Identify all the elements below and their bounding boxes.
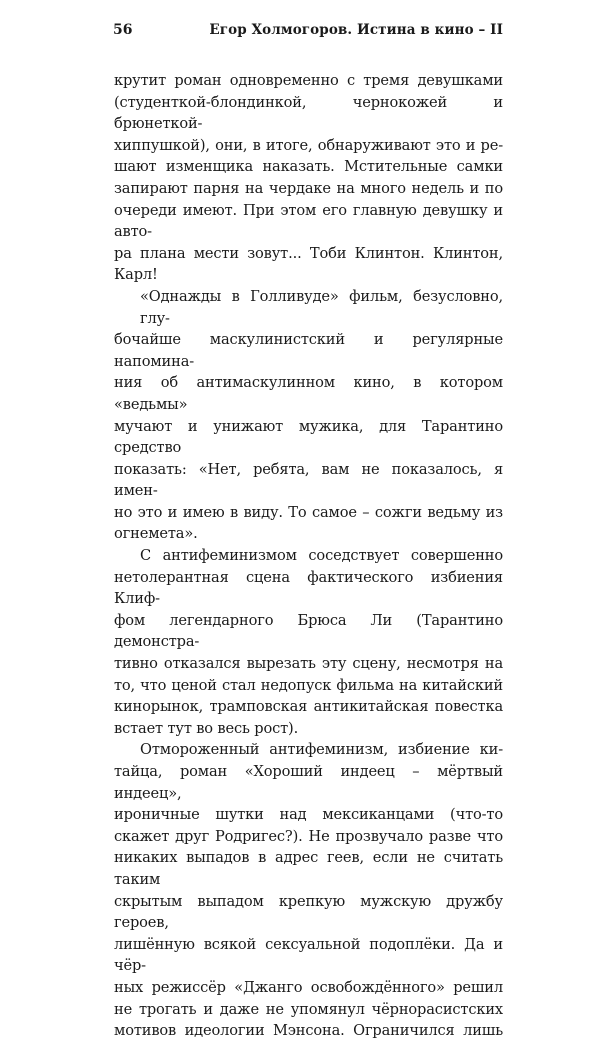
text-line: показать: «Нет, ребята, вам не показалось, я имен- (114, 460, 503, 500)
text-line: мотивов идеологии Мэнсона. Ограничился лишь (114, 1022, 503, 1040)
text-line: мучают и унижают мужика, для Тарантино средство (114, 417, 503, 457)
text-line: но это и имею в виду. То самое – сожги ведьму из (114, 503, 503, 521)
body-text (114, 70, 503, 1042)
page-number: 56 (113, 22, 133, 38)
text-line: не трогать и даже не упомянул чёрнорасистских (114, 1000, 503, 1018)
text-line: очереди имеют. При этом его главную девушку и авто- (114, 201, 503, 241)
text-line: ироничные шутки над мексиканцами (что-то (114, 806, 503, 824)
text-line: ния об антимаскулинном кино, в котором «ведьмы» (114, 374, 503, 413)
text-line: бочайше маскулинистский и регулярные напомина- (114, 331, 503, 370)
text-line: запирают парня на чердаке на много недель и по (114, 179, 503, 197)
text-line: встает тут во весь рост). (114, 719, 299, 737)
text-line: то, что ценой стал недопуск фильма на китайский (114, 676, 503, 694)
text-line: нетолерантная сцена фактического избиения Клиф- (114, 568, 503, 608)
text-line: скажет друг Родригес?). Не прозвучало разве что (114, 827, 503, 845)
text-line: фом легендарного Брюса Ли (Тарантино демонстра- (114, 611, 503, 651)
text-line: ра плана мести зовут... Тоби Клинтон. Клинтон, (114, 244, 503, 262)
text-line: скрытым выпадом крепкую мужскую дружбу героев, (114, 892, 503, 932)
text-line: тайца, роман «Хороший индеец – мёртвый индеец», (114, 763, 503, 802)
text-line: тивно отказался вырезать эту сцену, несмотря на (114, 655, 503, 673)
text-line: ных режиссёр «Джанго освобождённого» решил (114, 978, 503, 996)
text-line: С антифеминизмом соседствует совершенно (140, 547, 503, 565)
running-title: Егор Холмогоров. Истина в кино – II (209, 22, 503, 38)
text-line: шают изменщика наказать. Мстительные самки (114, 158, 503, 176)
text-line: (студенткой-блондинкой, чернокожей и брюнеткой- (114, 93, 503, 133)
text-line: Отмороженный антифеминизм, избиение ки- (140, 741, 503, 759)
text-line: огнемета». (114, 525, 198, 543)
page-header (113, 18, 503, 42)
text-line: крутит роман одновременно с тремя девушками (114, 72, 503, 89)
text-line: никаких выпадов в адрес геев, если не считать таким (114, 849, 503, 888)
text-line: Карл! (114, 266, 158, 284)
text-line: лишённую всякой сексуальной подоплёки. Да и чёр- (114, 935, 503, 975)
text-line: кинорынок, трамповская антикитайская повестка (114, 698, 503, 716)
text-line: «Однажды в Голливуде» фильм, безусловно, глу- (140, 287, 503, 327)
text-line: хиппушкой), они, в итоге, обнаруживают это и ре- (114, 136, 503, 154)
